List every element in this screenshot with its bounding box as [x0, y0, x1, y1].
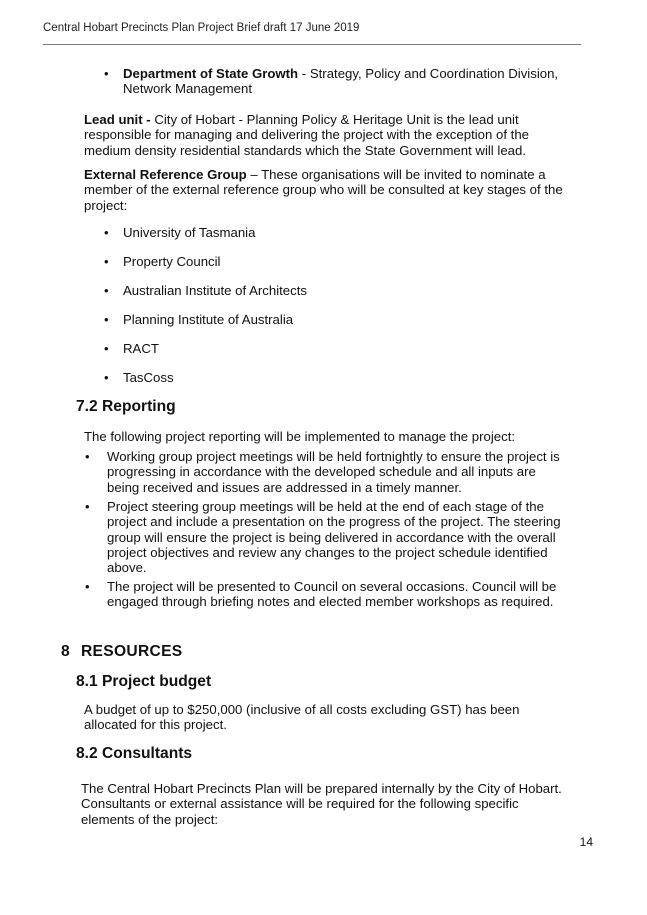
external-group-text: – These organisations will be invited to nominate a member of the external reference group who will be consulted at key stages of the project: [84, 167, 563, 213]
reporting-item: The project will be presented to Council on several occasions. Council will be engaged through briefing notes and elected member workshops as required. [107, 579, 557, 610]
agency-name: Department of State Growth [123, 66, 299, 81]
section-7-2-heading: 7.2 Reporting [76, 398, 176, 415]
section-8-2-heading: 8.2 Consultants [76, 745, 193, 762]
page-number: 14 [579, 835, 593, 849]
bullet-icon: • [104, 312, 109, 327]
bullet-icon: • [85, 499, 90, 514]
lead-unit-paragraph [84, 112, 564, 158]
consultants-paragraph: The Central Hobart Precincts Plan will be prepared internally by the City of Hobart. Consultants or external assistance will be required for the following specific elements of the project: [81, 781, 562, 827]
agency-bullet [123, 66, 573, 97]
header-rule [43, 44, 581, 45]
reporting-item: Project steering group meetings will be held at the end of each stage of the project and include a presentation on the progress of the project. The steering group will ensure the project is being delivered in accordance with the overall project objectives and review any changes to the project schedule identified above. [107, 499, 561, 576]
agency-detail: - Strategy, Policy and Coordination Division, Network Management [123, 66, 559, 97]
budget-paragraph: A budget of up to $250,000 (inclusive of all costs excluding GST) has been allocated for this project. [84, 702, 520, 733]
bullet-icon: • [104, 283, 109, 298]
external-group-label: External Reference Group [84, 167, 247, 182]
member-item: RACT [123, 341, 159, 356]
bullet-icon: • [85, 579, 90, 594]
bullet-icon: • [104, 66, 109, 81]
section-8-heading [61, 643, 182, 661]
external-group-paragraph [84, 167, 564, 213]
bullet-icon: • [85, 449, 90, 464]
member-item: Planning Institute of Australia [123, 312, 294, 327]
lead-unit-text: City of Hobart - Planning Policy & Heritage Unit is the lead unit responsible for managing and delivering the project with the exception of the medium density residential standards which the State Government will lead. [84, 112, 529, 158]
bullet-icon: • [104, 341, 109, 356]
section-8-number: 8 [61, 643, 70, 660]
lead-unit-label: Lead unit - [84, 112, 151, 127]
reporting-intro: The following project reporting will be implemented to manage the project: [84, 429, 516, 444]
section-8-1-heading: 8.1 Project budget [76, 673, 212, 690]
section-8-title: RESOURCES [81, 643, 183, 660]
member-item: University of Tasmania [123, 225, 256, 240]
bullet-icon: • [104, 370, 109, 385]
member-item: TasCoss [123, 370, 174, 385]
member-item: Australian Institute of Architects [123, 283, 307, 298]
reporting-item: Working group project meetings will be held fortnightly to ensure the project is progressing in accordance with the developed schedule and all inputs are being received and issues are addressed in a timely manner. [107, 449, 560, 495]
bullet-icon: • [104, 225, 109, 240]
bullet-icon: • [104, 254, 109, 269]
member-item: Property Council [123, 254, 221, 269]
running-header: Central Hobart Precincts Plan Project Brief draft 17 June 2019 [43, 22, 360, 34]
